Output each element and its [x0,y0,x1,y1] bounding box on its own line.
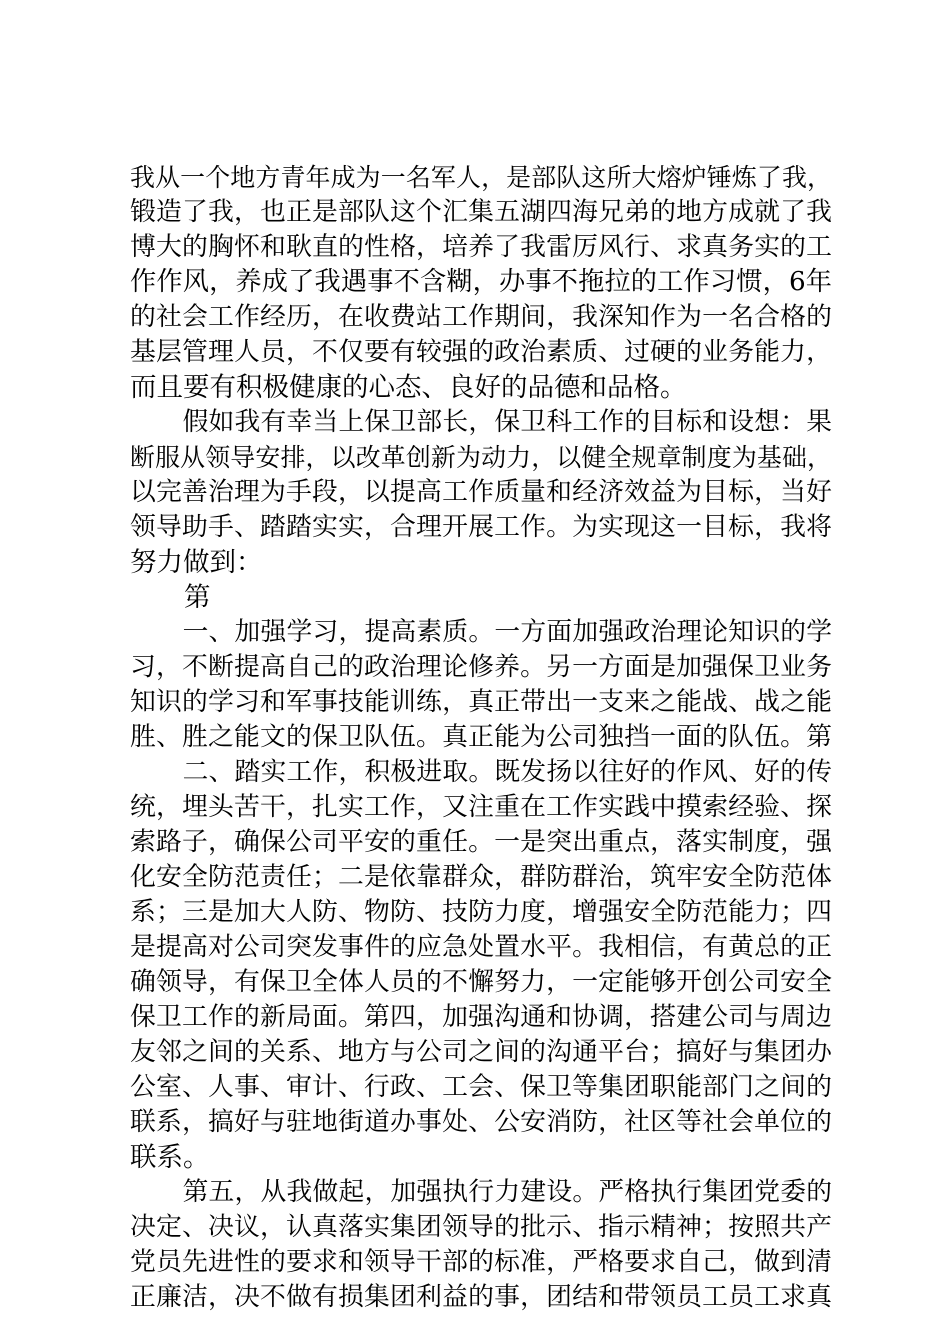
text-line: 断服从领导安排，以改革创新为动力，以健全规章制度为基础， [130,443,832,472]
text-line: 的社会工作经历，在收费站工作期间，我深知作为一名合格的 [130,302,832,332]
text-line: 努力做到： [130,547,263,578]
text-line: 系；三是加大人防、物防、技防力度，增强安全防范能力；四 [130,897,832,927]
text-line: 习，不断提高自己的政治理论修养。另一方面是加强保卫业务 [130,652,832,682]
text-line: 党员先进性的要求和领导干部的标准，严格要求自己，做到清 [130,1247,832,1277]
text-line: 公室、人事、审计、行政、工会、保卫等集团职能部门之间的 [130,1072,832,1102]
text-line: 保卫工作的新局面。第四，加强沟通和协调，搭建公司与周边 [130,1002,832,1032]
text-line: 假如我有幸当上保卫部长，保卫科工作的目标和设想：果 [182,407,832,437]
text-line: 胜、胜之能文的保卫队伍。真正能为公司独挡一面的队伍。第 [130,722,832,752]
text-line: 索路子，确保公司平安的重任。一是突出重点，落实制度，强 [130,827,832,857]
text-line: 一、加强学习，提高素质。一方面加强政治理论知识的学 [182,617,832,647]
document-body [130,160,832,1315]
text-line: 领导助手、踏踏实实，合理开展工作。为实现这一目标，我将 [130,512,832,542]
text-line: 联系，搞好与驻地街道办事处、公安消防，社区等社会单位的 [130,1107,832,1137]
text-line: 知识的学习和军事技能训练，真正带出一支来之能战、战之能 [130,687,832,717]
text-line: 是提高对公司突发事件的应急处置水平。我相信，有黄总的正 [130,932,832,962]
text-line: 决定、决议，认真落实集团领导的批示、指示精神；按照共产 [130,1212,832,1242]
text-line: 博大的胸怀和耿直的性格，培养了我雷厉风行、求真务实的工 [130,232,832,262]
text-line: 化安全防范责任；二是依靠群众，群防群治，筑牢安全防范体 [130,862,832,892]
text-line: 第 [184,582,211,613]
text-line: 第五，从我做起，加强执行力建设。严格执行集团党委的 [182,1177,832,1207]
text-line: 友邻之间的关系、地方与公司之间的沟通平台；搞好与集团办 [130,1037,832,1067]
text-line: 基层管理人员，不仅要有较强的政治素质、过硬的业务能力， [130,337,832,367]
text-line: 正廉洁，决不做有损集团利益的事，团结和带领员工员工求真 [130,1282,832,1312]
text-line: 确领导，有保卫全体人员的不懈努力，一定能够开创公司安全 [130,967,832,997]
text-line: 作作风，养成了我遇事不含糊，办事不拖拉的工作习惯，6年 [130,267,832,297]
text-line: 以完善治理为手段，以提高工作质量和经济效益为目标，当好 [130,477,832,507]
text-line: 联系。 [130,1142,210,1173]
text-line: 统，埋头苦干，扎实工作，又注重在工作实践中摸索经验、探 [130,792,832,822]
text-line: 锻造了我，也正是部队这个汇集五湖四海兄弟的地方成就了我 [130,197,832,227]
text-line: 二、踏实工作，积极进取。既发扬以往好的作风、好的传 [182,757,832,787]
text-line: 而且要有积极健康的心态、良好的品德和品格。 [130,372,687,403]
text-line: 我从一个地方青年成为一名军人，是部队这所大熔炉锤炼了我， [130,163,832,192]
